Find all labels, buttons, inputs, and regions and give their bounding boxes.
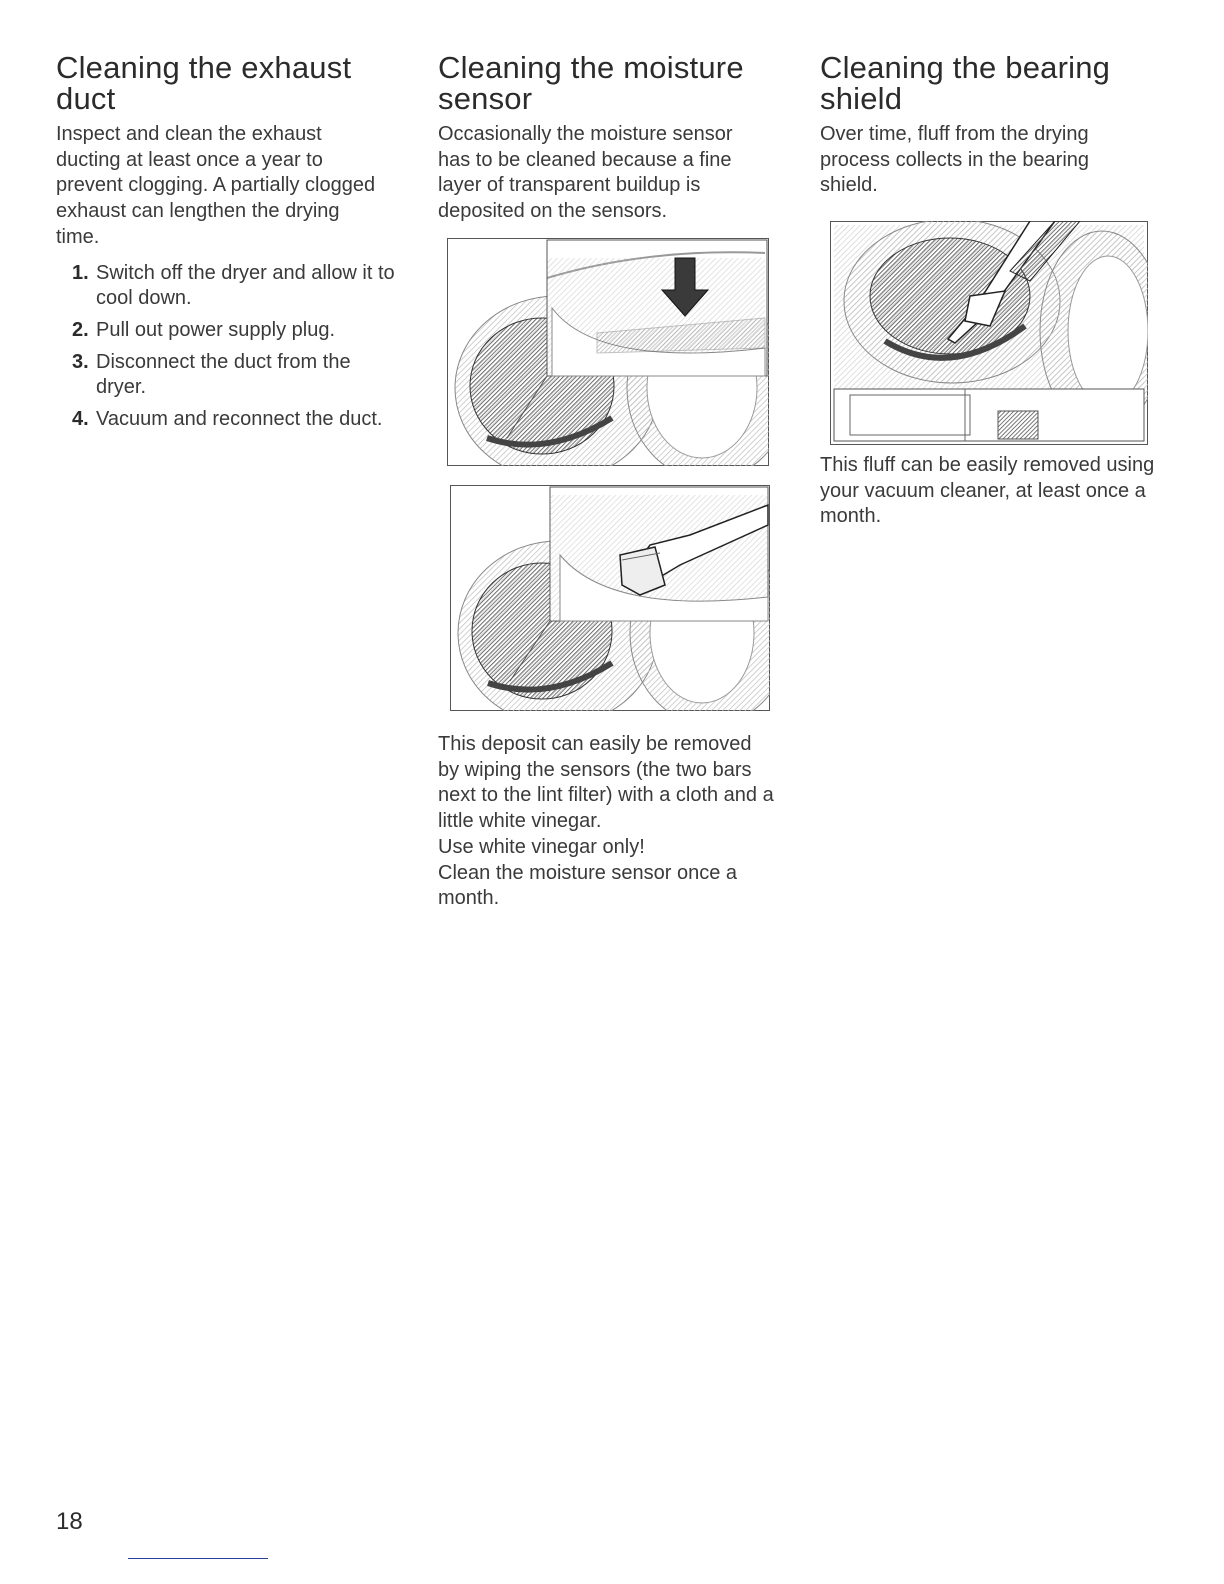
moisture-note-vinegar: Use white vinegar only!: [438, 835, 645, 858]
bearing-heading-line1: Cleaning the bearing: [820, 50, 1111, 85]
step-text: Vacuum and reconnect the duct.: [96, 408, 383, 431]
footer-rule: [128, 1558, 268, 1559]
step-number: 2.: [72, 318, 89, 341]
bearing-intro: Over time, fluff from the drying process collects in the bearing shield.: [820, 123, 1090, 197]
page-number: 18: [56, 1508, 83, 1535]
step-item: [56, 318, 396, 344]
moisture-heading-line2: sensor: [438, 81, 533, 116]
moisture-heading-line1: Cleaning the moisture: [438, 50, 744, 85]
step-item: [56, 407, 396, 433]
moisture-after-text-block: [438, 732, 778, 912]
section-moisture-sensor: [438, 52, 778, 225]
step-number: 3.: [72, 350, 89, 373]
exhaust-heading: [56, 52, 396, 114]
step-item: [56, 350, 396, 401]
exhaust-intro: Inspect and clean the exhaust ducting at least once a year to prevent clogging. A partially clogged exhaust can lengthen the drying time.: [56, 123, 376, 248]
step-number: 4.: [72, 408, 89, 431]
section-exhaust-duct: [56, 52, 396, 439]
step-text: Disconnect the duct from the dryer.: [96, 350, 351, 399]
moisture-note-frequency: Clean the moisture sensor once a month.: [438, 861, 738, 910]
bearing-after-text: This fluff can be easily removed using your vacuum cleaner, at least once a month.: [820, 454, 1155, 528]
exhaust-steps: [56, 261, 396, 433]
moisture-heading: [438, 52, 778, 114]
figure-moisture-sensor-wipe: [450, 485, 770, 711]
exhaust-heading-line2: duct: [56, 81, 116, 116]
step-text: Switch off the dryer and allow it to cool down.: [96, 261, 395, 310]
figure-moisture-sensor-arrow: [447, 238, 769, 466]
step-item: [56, 261, 396, 312]
bearing-heading: [820, 52, 1160, 114]
bearing-after-text-block: [820, 453, 1160, 530]
moisture-after-text: This deposit can easily be removed by wiping the sensors (the two bars next to the lint filter) with a cloth and a little white vinegar.: [438, 733, 774, 833]
step-number: 1.: [72, 261, 89, 284]
bearing-heading-line2: shield: [820, 81, 903, 116]
step-text: Pull out power supply plug.: [96, 318, 336, 341]
figure-bearing-shield-vacuum: [830, 221, 1148, 445]
moisture-intro: Occasionally the moisture sensor has to be cleaned because a fine layer of transparent buildup is deposited on the sensors.: [438, 123, 733, 223]
section-bearing-shield: [820, 52, 1160, 199]
exhaust-heading-line1: Cleaning the exhaust: [56, 50, 352, 85]
